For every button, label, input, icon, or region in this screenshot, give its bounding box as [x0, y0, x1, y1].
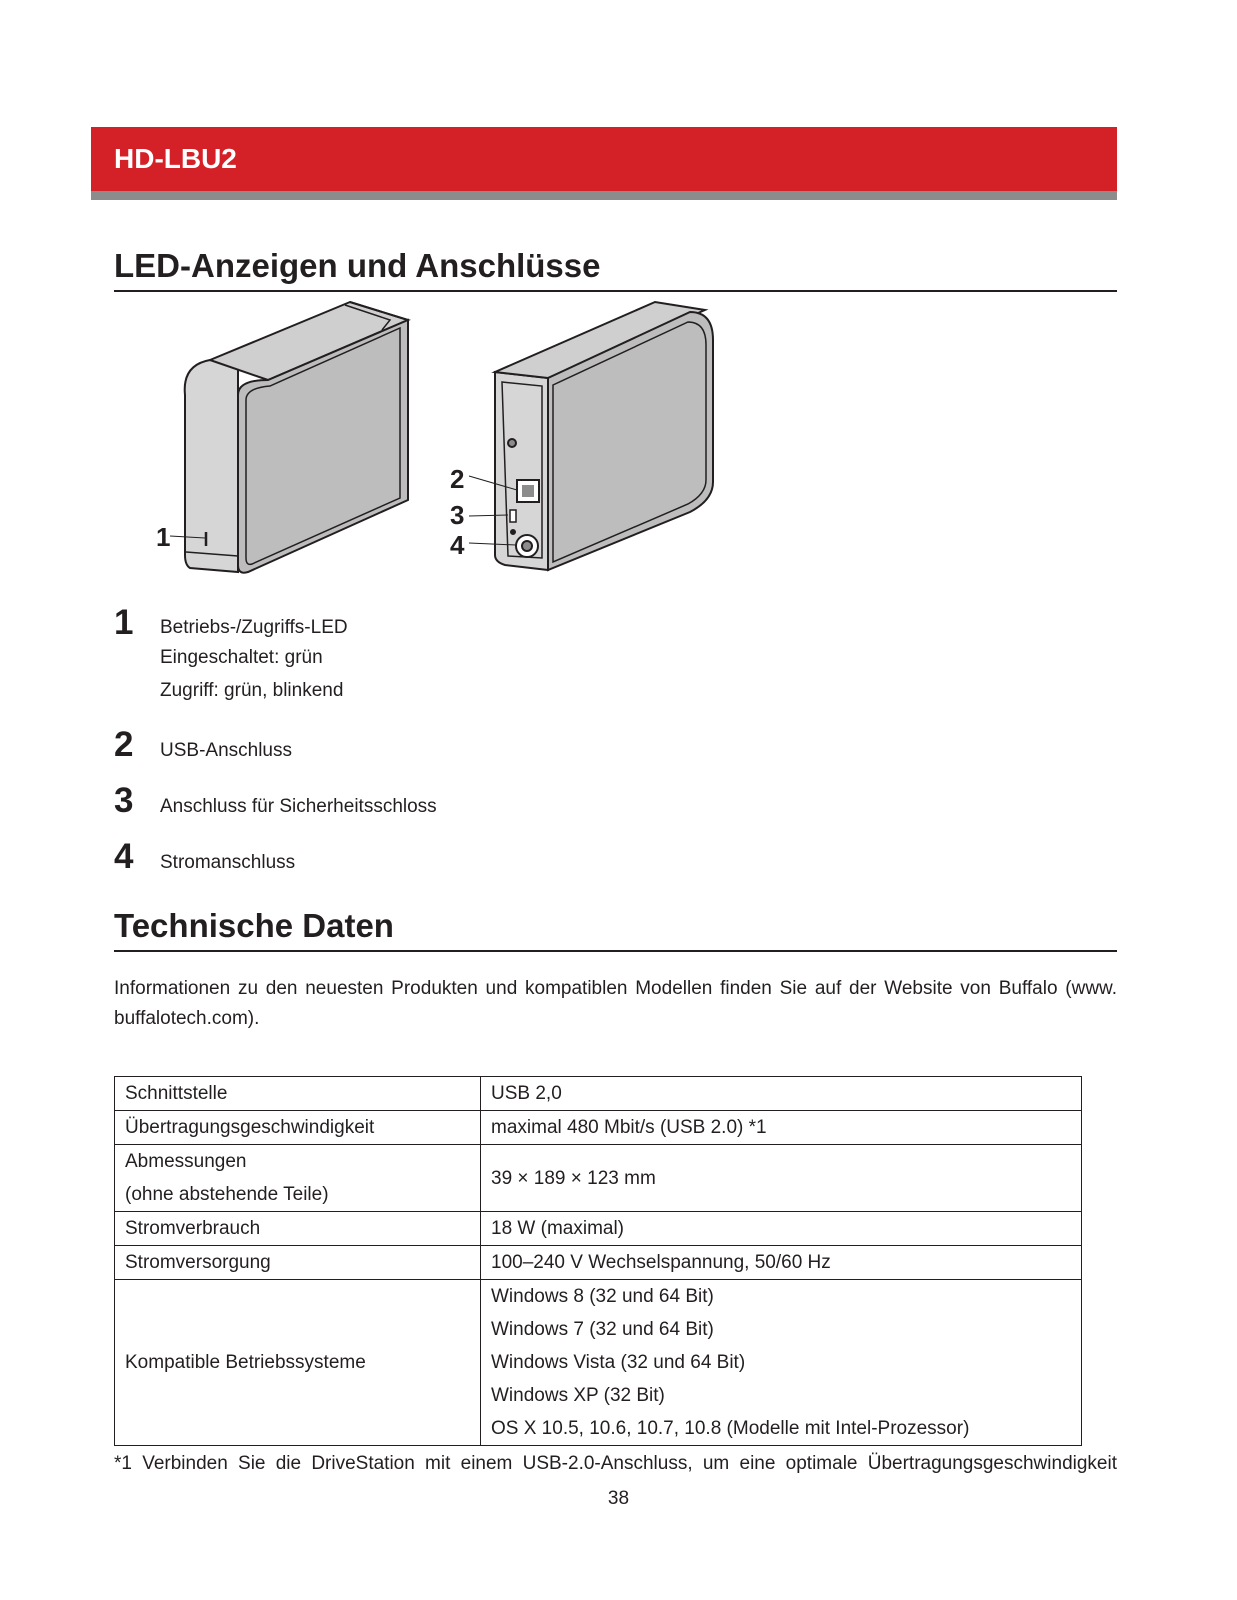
specs-table	[114, 1076, 1082, 1446]
specs-intro-paragraph: Informationen zu den neuesten Produkten und kompatiblen Modellen finden Sie auf der Website von Buffalo (www. buffalotech.com).	[114, 978, 1117, 1029]
legend-number-2: 2	[114, 725, 134, 764]
spec-key: Stromverbrauch	[115, 1212, 481, 1246]
table-row	[115, 1280, 1082, 1446]
spec-value: 18 W (maximal)	[481, 1212, 1082, 1246]
legend-text-1-line-3: Zugriff: grün, blinkend	[160, 680, 344, 701]
callout-2: 2	[450, 464, 465, 494]
legend-text-1-line-2: Eingeschaltet: grün	[160, 647, 323, 668]
legend-number-4: 4	[114, 837, 134, 876]
spec-value: maximal 480 Mbit/s (USB 2.0) *1	[481, 1111, 1082, 1145]
model-title: HD-LBU2	[114, 143, 237, 174]
page-number: 38	[607, 1488, 630, 1509]
model-banner	[91, 127, 1117, 200]
spec-value: 39 × 189 × 123 mm	[481, 1145, 1082, 1212]
callout-4: 4	[450, 530, 465, 560]
table-row	[115, 1111, 1082, 1145]
footnote: *1 Verbinden Sie die DriveStation mit einem USB-2.0-Anschluss, um eine optimale Übertragungsgeschwindigkeit	[114, 1453, 1117, 1474]
section-title-specs: Technische Daten	[114, 904, 1117, 952]
spec-value: Windows 8 (32 und 64 Bit) Windows 7 (32 und 64 Bit) Windows Vista (32 und 64 Bit) Windows XP (32 Bit) OS X 10.5, 10.6, 10.7, 10.8 (Modelle mit Intel-Prozessor)	[481, 1280, 1082, 1446]
spec-key: Schnittstelle	[115, 1077, 481, 1111]
spec-key: Übertragungsgeschwindigkeit	[115, 1111, 481, 1145]
device-illustration	[150, 300, 750, 600]
table-row	[115, 1077, 1082, 1111]
spec-key: Kompatible Betriebssysteme	[115, 1280, 481, 1446]
spec-value: 100–240 V Wechselspannung, 50/60 Hz	[481, 1246, 1082, 1280]
table-row	[115, 1246, 1082, 1280]
spec-key: Abmessungen (ohne abstehende Teile)	[115, 1145, 481, 1212]
callout-3: 3	[450, 500, 465, 530]
legend-number-1: 1	[114, 603, 134, 642]
callout-1: 1	[156, 522, 171, 552]
table-row	[115, 1145, 1082, 1212]
legend-number-3: 3	[114, 781, 134, 820]
table-row	[115, 1212, 1082, 1246]
legend-text-2: USB-Anschluss	[160, 740, 292, 761]
legend-text-3: Anschluss für Sicherheitsschloss	[160, 796, 437, 817]
legend-text-4: Stromanschluss	[160, 852, 296, 873]
spec-value: USB 2,0	[481, 1077, 1082, 1111]
section-title-led: LED-Anzeigen und Anschlüsse	[114, 244, 1117, 292]
legend-text-1-line-1: Betriebs-/Zugriffs-LED	[160, 617, 348, 638]
spec-key: Stromversorgung	[115, 1246, 481, 1280]
